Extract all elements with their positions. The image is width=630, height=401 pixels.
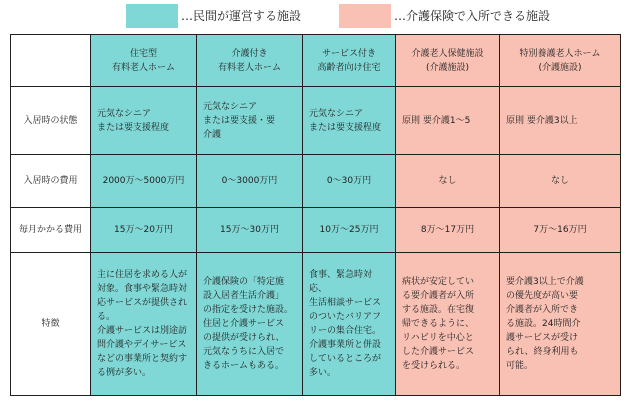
column-header-jutaku-gata: 住宅型 有料老人ホーム <box>91 35 197 87</box>
table-cell: 10万〜25万円 <box>303 208 396 253</box>
table-row <box>11 253 621 396</box>
corner-cell <box>11 35 91 87</box>
column-header-tokuyo: 特別養護老人ホーム (介護施設) <box>500 35 621 87</box>
table-cell: 7万〜16万円 <box>500 208 621 253</box>
row-label-features: 特徴 <box>11 253 91 396</box>
table-cell: 原則 要介護1〜5 <box>396 87 500 155</box>
table-cell: なし <box>396 155 500 208</box>
table-cell: 食事、緊急時対応、 生活相談サービス のついたバリアフ リーの集合住宅。 介護事業所と併設 しているところが 多い。 <box>303 253 396 396</box>
table-row <box>11 155 621 208</box>
legend-insurance-swatch <box>339 4 391 28</box>
row-label-entry-cost: 入居時の費用 <box>11 155 91 208</box>
column-header-kaigo-tsuki: 介護付き 有料老人ホーム <box>197 35 303 87</box>
legend-insurance-label: …介護保険で入所できる施設 <box>394 9 551 23</box>
table-cell: 元気なシニア または要支援・要 介護 <box>197 87 303 155</box>
legend-private-swatch <box>126 4 178 28</box>
table-cell: 15万〜20万円 <box>91 208 197 253</box>
table-cell: 元気なシニア または要支援程度 <box>303 87 396 155</box>
legend <box>0 0 630 32</box>
table-row <box>11 87 621 155</box>
column-header-sakoju: サービス付き 高齢者向け住宅 <box>303 35 396 87</box>
table-cell: 0〜3000万円 <box>197 155 303 208</box>
row-label-monthly-cost: 毎月かかる費用 <box>11 208 91 253</box>
facility-comparison-table <box>10 34 621 396</box>
row-label-entry-condition: 入居時の状態 <box>11 87 91 155</box>
table-cell: 8万〜17万円 <box>396 208 500 253</box>
table-cell: なし <box>500 155 621 208</box>
table-cell: 0〜30万円 <box>303 155 396 208</box>
table-cell: 病状が安定してい る要介護者が入所 する施設。在宅復 帰できるように、 リハビリを中心と した介護サービス を受けられる。 <box>396 253 500 396</box>
table-cell: 要介護3以上で介護 の優先度が高い要 介護者が入所でき る施設。24時間介 護サービスが受け られ、終身利用も 可能。 <box>500 253 621 396</box>
header-row <box>11 35 621 87</box>
table-cell: 2000万〜5000万円 <box>91 155 197 208</box>
table-cell: 元気なシニア または要支援程度 <box>91 87 197 155</box>
legend-private-label: …民間が運営する施設 <box>181 9 302 23</box>
table-cell: 15万〜30万円 <box>197 208 303 253</box>
table-cell: 原則 要介護3以上 <box>500 87 621 155</box>
table-cell: 主に住居を求める人が 対象。食事や緊急時対 応サービスが提供され る。 介護サービスは別途訪 問介護やデイサービス などの事業所と契約す る例が多い。 <box>91 253 197 396</box>
column-header-roken: 介護老人保健施設 (介護施設) <box>396 35 500 87</box>
table-row <box>11 208 621 253</box>
table-cell: 介護保険の「特定施 設入居者生活介護」 の指定を受けた施設。 住居と介護サービス の提供が受けられ、 元気なうちに入居で きるホームもある。 <box>197 253 303 396</box>
